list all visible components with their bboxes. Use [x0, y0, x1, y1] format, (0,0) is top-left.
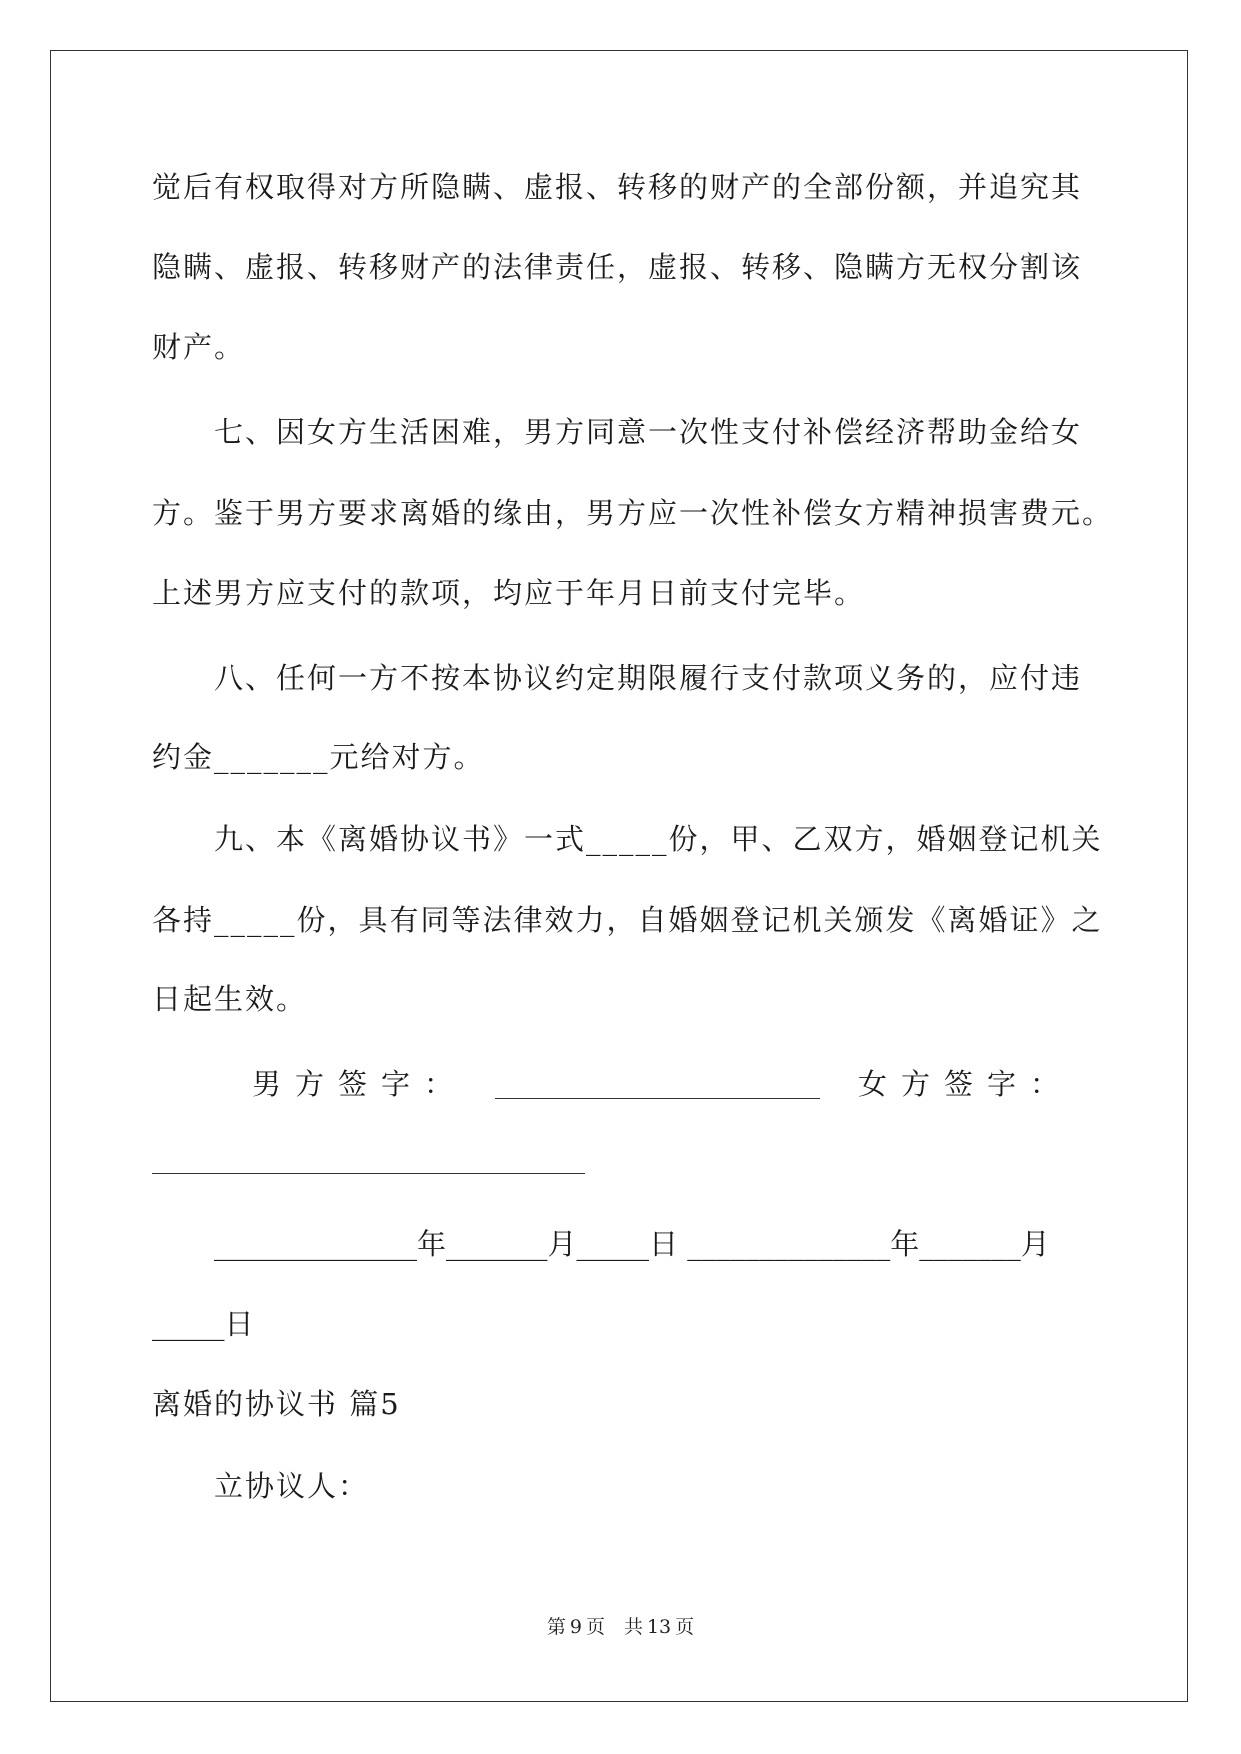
date-line: ______________年_______月_____日 ______________年_______月 [214, 1227, 1050, 1261]
page-number [0, 1614, 1241, 1640]
clause-7-line-2: 方。鉴于男方要求离婚的缘由，男方应一次性补偿女方精神损害费元。 [152, 496, 1114, 530]
page-mid: 页 共 [585, 1616, 643, 1638]
male-signature-line [495, 1098, 820, 1099]
female-signature-line [152, 1173, 585, 1174]
clause-7-line-1: 七、因女方生活困难，男方同意一次性支付补偿经济帮助金给女 [214, 415, 1083, 449]
clause-9-line-3: 日起生效。 [152, 982, 308, 1016]
page-suffix: 页 [675, 1616, 695, 1638]
female-signature-label: 女方签字： [858, 1067, 1074, 1101]
body-line-2: 隐瞒、虚报、转移财产的法律责任，虚报、转移、隐瞒方无权分割该 [152, 250, 1083, 284]
clause-8-line-1: 八、任何一方不按本协议约定期限履行支付款项义务的，应付违 [214, 661, 1083, 695]
clause-8-line-2: 约金_______元给对方。 [152, 740, 485, 774]
page-border [50, 50, 1188, 1702]
page-current: 9 [569, 1616, 582, 1638]
clause-7-line-3: 上述男方应支付的款项，均应于年月日前支付完毕。 [152, 576, 866, 610]
clause-9-line-2: 各持_____份，具有同等法律效力，自婚姻登记机关颁发《离婚证》之 [152, 903, 1103, 937]
body-line-1: 觉后有权取得对方所隐瞒、虚报、转移的财产的全部份额，并追究其 [152, 170, 1083, 204]
date-line-continued: _____日 [152, 1307, 254, 1341]
page-prefix: 第 [546, 1616, 566, 1638]
clause-9-line-1: 九、本《离婚协议书》一式_____份，甲、乙双方，婚姻登记机关 [214, 822, 1103, 856]
page-total: 13 [646, 1616, 672, 1638]
male-signature-label: 男方签字： [252, 1067, 468, 1101]
party-label: 立协议人： [214, 1469, 370, 1503]
body-line-3: 财产。 [152, 330, 246, 364]
section-title: 离婚的协议书 篇5 [152, 1387, 401, 1421]
